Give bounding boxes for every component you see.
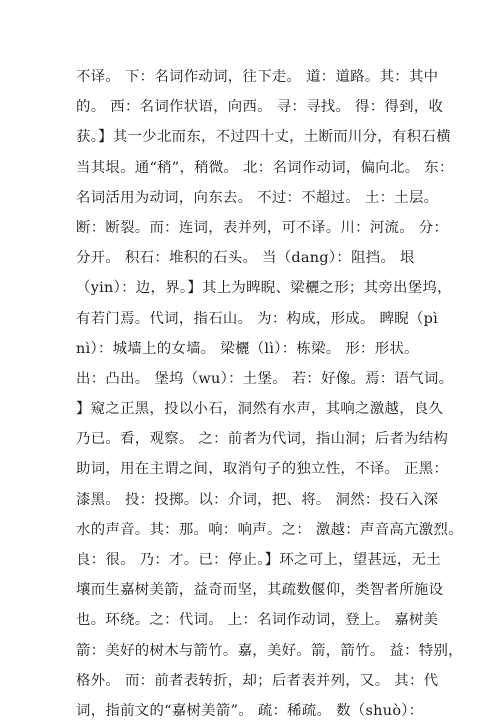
text-line: 也。环绕。之：代词。 上：名词作动词，登上。 嘉树美 xyxy=(76,612,439,629)
text-line: 分开。 积石：堆积的石头。 当（dang）：阻挡。 垠 xyxy=(76,250,415,267)
text-line: 名词活用为动词，向东去。 不过：不超过。 土：土层。 xyxy=(76,189,439,206)
text-line: 壤而生嘉树美箭，益奇而坚，其疏数偃仰，类智者所施设 xyxy=(76,582,444,599)
text-line: （yin）：边，界。】其上为睥睨、梁欐之形；其旁出堡坞， xyxy=(76,280,452,297)
text-line: 助词，用在主谓之间，取消句子的独立性，不译。 正黑： xyxy=(76,461,449,478)
text-line: 当其垠。通“稍”，稍微。 北：名词作动词，偏向北。 东： xyxy=(76,159,454,176)
text-line: 箭：美好的树木与箭竹。嘉，美好。箭，箭竹。 益：特别， xyxy=(76,642,463,659)
text-line: 出：凸出。 堡坞（wu）：土堡。 若：好像。焉：语气词。 xyxy=(76,370,454,387)
text-line: 不译。 下：名词作动词，往下走。 道：道路。其：其中 xyxy=(76,69,439,85)
text-line: nì）：城墙上的女墙。 梁欐（lì）：栋梁。 形：形状。 xyxy=(76,340,419,357)
text-line: 的。 西：名词作状语，向西。 寻：寻找。 得：得到，收 xyxy=(76,99,444,116)
text-line: 断：断裂。而：连词，表并列，可不译。川：河流。 分： xyxy=(76,219,449,236)
text-line: 获。】其一少北而东，不过四十丈，土断而川分，有积石横 xyxy=(76,129,451,146)
text-line: 乃已。看，观察。 之：前者为代词，指山洞；后者为结构 xyxy=(76,431,449,448)
annotated-classical-text xyxy=(76,62,463,726)
text-line: 良：很。 乃：才。已：停止。】环之可上，望甚远，无土 xyxy=(76,552,441,568)
text-line: 】窥之正黑，投以小石，洞然有水声，其响之激越，良久 xyxy=(76,401,444,418)
text-line: 词，指前文的“嘉树美箭”。 疏：稀疏。 数（shuò）： xyxy=(76,702,424,719)
text-line: 有若门焉。代词，指石山。 为：构成，形成。 睥睨（pì xyxy=(76,310,439,327)
text-line: 漆黑。 投：投掷。以：介词，把、将。 洞然：投石入深 xyxy=(76,491,439,508)
text-line: 水的声音。其：那。响：响声。之： 激越：声音高亢激烈。 xyxy=(76,521,463,538)
text-line: 格外。 而：前者表转折，却；后者表并列，又。 其：代 xyxy=(76,672,439,689)
